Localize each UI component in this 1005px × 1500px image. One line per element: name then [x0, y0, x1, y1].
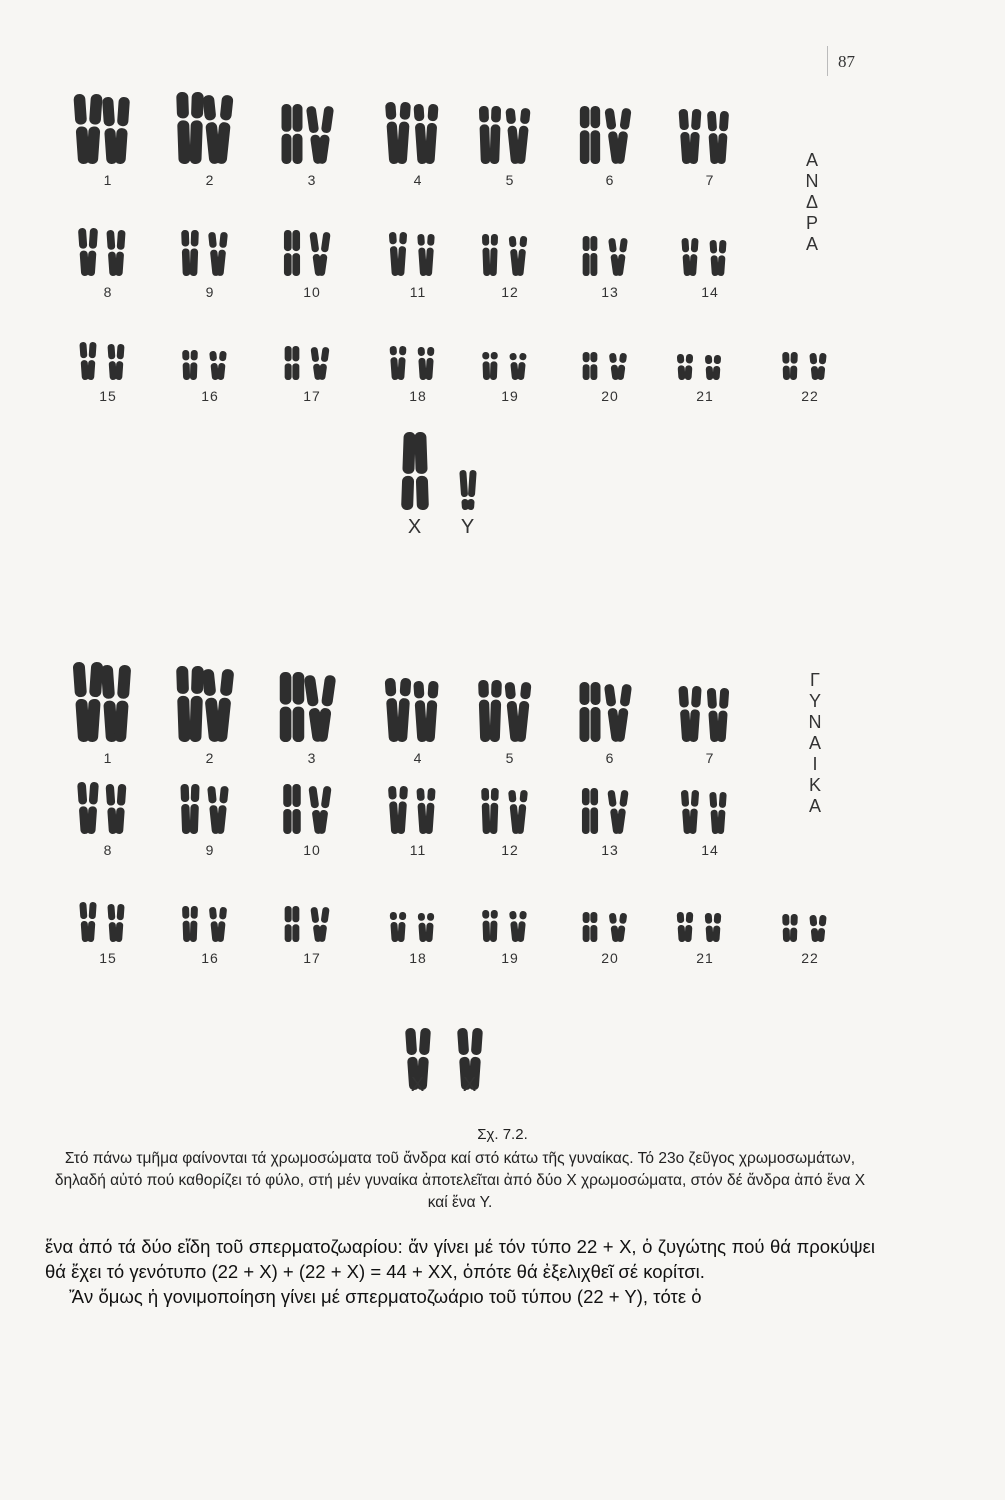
male-row-3 — [0, 340, 1005, 430]
chromosome-pair-drawing — [272, 900, 352, 946]
pair-number: 15 — [99, 388, 117, 404]
chromosome-pair-drawing — [770, 340, 850, 384]
chromosome-pair-drawing — [68, 900, 148, 946]
pair-number: 22 — [801, 388, 819, 404]
female-chromosome-pair — [68, 660, 148, 766]
chromosome-pair-drawing — [665, 900, 745, 946]
pair-number: 18 — [409, 388, 427, 404]
male-chromosome-pair — [68, 340, 148, 430]
vertical-label-letter: Υ — [808, 691, 821, 711]
male-chromosome-pair — [670, 226, 750, 316]
pair-number: 11 — [409, 842, 427, 858]
pair-number: 9 — [205, 284, 215, 300]
chromosome-pair-drawing — [170, 780, 250, 838]
pair-number: 17 — [303, 950, 321, 966]
male-chromosome-pair — [272, 226, 352, 316]
chromosome-pair-drawing — [665, 340, 745, 384]
male-vertical-label — [800, 150, 824, 255]
chromosome-pair-drawing — [570, 90, 650, 168]
female-chromosome-pair — [170, 780, 250, 870]
pair-number: 17 — [303, 388, 321, 404]
pair-number: 13 — [601, 842, 619, 858]
pair-number: 18 — [409, 950, 427, 966]
pair-number: 6 — [605, 750, 615, 766]
chromosome-pair-drawing — [570, 226, 650, 280]
chromosome-pair-drawing — [378, 900, 458, 946]
chromosome-pair-drawing — [570, 900, 650, 946]
chromosome-pair-drawing — [378, 660, 458, 746]
male-chromosome-pair — [68, 226, 148, 316]
chromosome-pair-drawing — [272, 340, 352, 384]
female-chromosome-pair — [470, 900, 550, 990]
male-chromosome-pair — [670, 90, 750, 188]
male-chromosome-pair — [378, 340, 458, 430]
vertical-label-letter: Γ — [810, 670, 820, 690]
body-paragraph-1: ἕνα ἀπό τά δύο εἴδη τοῦ σπερματοζωαρίου: ἄν γίνει μέ τόν τύπο 22 + Χ, ὁ ζυγώτης πού θά προκύψει θά ἔχει τό γενότυπο (22 + Χ) + (22 + Χ) = 44 + ΧΧ, ὁπότε θά ἐξελιχθεῖ σέ κορίτσι. — [45, 1236, 875, 1282]
male-sex-chromosomes — [0, 430, 1005, 538]
female-chromosome-pair — [378, 660, 458, 766]
pair-number: 6 — [605, 172, 615, 188]
pair-number: 2 — [205, 750, 215, 766]
chromosome-pair-drawing — [670, 90, 750, 168]
pair-number: 5 — [505, 172, 515, 188]
pair-number: 12 — [501, 842, 519, 858]
chromosome-pair-drawing — [470, 90, 550, 168]
male-chromosome-pair — [470, 226, 550, 316]
sex-chromosome — [450, 1010, 490, 1100]
sex-chromosome-label: X — [410, 1074, 426, 1096]
chromosome-pair-drawing — [378, 780, 458, 838]
chromosome-pair-drawing — [470, 660, 550, 746]
female-chromosome-pair — [68, 780, 148, 870]
pair-number: 2 — [205, 172, 215, 188]
male-chromosome-pair — [470, 90, 550, 188]
pair-number: 7 — [705, 750, 715, 766]
chromosome-pair-drawing — [378, 90, 458, 168]
pair-number: 16 — [201, 950, 219, 966]
male-chromosome-pair — [570, 90, 650, 188]
vertical-label-letter: Α — [805, 234, 818, 254]
male-chromosome-pair — [170, 340, 250, 430]
male-chromosome-pair — [378, 90, 458, 188]
body-text — [45, 1234, 875, 1309]
figure-caption-text: Στό πάνω τμῆμα φαίνονται τά χρωμοσώματα τοῦ ἄνδρα καί στό κάτω τῆς γυναίκας. Τό 23ο ζεῦγος χρωμοσωμάτων, δηλαδή αὐτό πού καθορίζει τό φύλο, στή μέν γυναίκα ἀποτελεῖται ἀπό δύο Χ χρωμοσώματα, στόν δέ ἄνδρα ἀπό ἕνα Χ καί ἕνα Υ. — [54, 1150, 866, 1211]
sex-chromosome — [448, 430, 488, 538]
pair-number: 13 — [601, 284, 619, 300]
pair-number: 19 — [501, 388, 519, 404]
vertical-label-letter: Δ — [805, 192, 819, 212]
body-paragraph-2: Ἄν ὅμως ἡ γονιμοποίηση γίνει μέ σπερματοζωάριο τοῦ τύπου (22 + Υ), τότε ὁ — [69, 1286, 702, 1307]
figure-caption-title: Σχ. 7.2. — [477, 1126, 528, 1143]
female-chromosome-pair — [470, 660, 550, 766]
male-chromosome-pair — [570, 340, 650, 430]
pair-number: 16 — [201, 388, 219, 404]
male-chromosome-pair — [68, 90, 148, 188]
pair-number: 20 — [601, 388, 619, 404]
male-chromosome-pair — [272, 340, 352, 430]
chromosome-pair-drawing — [470, 226, 550, 280]
chromosome-pair-drawing — [770, 900, 850, 946]
sex-chromosome-label: X — [462, 1074, 478, 1096]
pair-number: 1 — [103, 172, 113, 188]
chromosome-pair-drawing — [170, 340, 250, 384]
chromosome-pair-drawing — [272, 660, 352, 746]
pair-number: 10 — [303, 842, 321, 858]
pair-number: 4 — [413, 172, 423, 188]
sex-chromosome-label: X — [407, 516, 423, 538]
chromosome-pair-drawing — [170, 660, 250, 746]
female-chromosome-pair — [570, 660, 650, 766]
female-chromosome-pair — [665, 900, 745, 990]
pair-number: 3 — [307, 172, 317, 188]
pair-number: 10 — [303, 284, 321, 300]
male-chromosome-pair — [170, 226, 250, 316]
vertical-label-letter: Α — [805, 150, 818, 170]
chromosome-pair-drawing — [170, 226, 250, 280]
male-chromosome-pair — [665, 340, 745, 430]
chromosome-pair-drawing — [570, 660, 650, 746]
female-chromosome-pair — [670, 780, 750, 870]
chromosome-pair-drawing — [670, 226, 750, 280]
female-row-3 — [0, 900, 1005, 990]
female-chromosome-pair — [272, 660, 352, 766]
pair-number: 8 — [103, 842, 113, 858]
chromosome-pair-drawing — [272, 226, 352, 280]
male-chromosome-pair — [170, 90, 250, 188]
pair-number: 8 — [103, 284, 113, 300]
vertical-label-letter: Ι — [812, 754, 818, 774]
vertical-label-letter: Ν — [805, 171, 819, 191]
chromosome-pair-drawing — [378, 340, 458, 384]
chromosome-pair-drawing — [570, 340, 650, 384]
chromosome-pair-drawing — [570, 780, 650, 838]
vertical-label-letter: Α — [808, 733, 821, 753]
vertical-label-letter: Ρ — [805, 213, 818, 233]
female-row-1 — [0, 660, 1005, 766]
sex-chromosome — [395, 430, 435, 538]
female-chromosome-pair — [272, 780, 352, 870]
pair-number: 15 — [99, 950, 117, 966]
pair-number: 4 — [413, 750, 423, 766]
pair-number: 14 — [701, 284, 719, 300]
sex-chromosome — [398, 1010, 438, 1100]
pair-number: 21 — [696, 950, 714, 966]
female-chromosome-pair — [570, 780, 650, 870]
chromosome-pair-drawing — [670, 660, 750, 746]
male-chromosome-pair — [770, 340, 850, 430]
female-chromosome-pair — [378, 780, 458, 870]
chromosome-pair-drawing — [470, 900, 550, 946]
chromosome-pair-drawing — [470, 780, 550, 838]
female-chromosome-pair — [670, 660, 750, 766]
pair-number: 12 — [501, 284, 519, 300]
chromosome-pair-drawing — [170, 900, 250, 946]
female-chromosome-pair — [570, 900, 650, 990]
vertical-label-letter: Α — [808, 796, 821, 816]
pair-number: 19 — [501, 950, 519, 966]
chromosome-pair-drawing — [68, 226, 148, 280]
male-chromosome-pair — [272, 90, 352, 188]
chromosome-pair-drawing — [170, 90, 250, 168]
chromosome-pair-drawing — [272, 780, 352, 838]
female-chromosome-pair — [170, 660, 250, 766]
chromosome-pair-drawing — [68, 340, 148, 384]
female-chromosome-pair — [68, 900, 148, 990]
sex-chromosome-drawing — [448, 430, 488, 512]
pair-number: 5 — [505, 750, 515, 766]
vertical-label-letter: Κ — [808, 775, 821, 795]
pair-number: 20 — [601, 950, 619, 966]
chromosome-pair-drawing — [378, 226, 458, 280]
pair-number: 7 — [705, 172, 715, 188]
male-chromosome-pair — [570, 226, 650, 316]
pair-number: 9 — [205, 842, 215, 858]
male-chromosome-pair — [378, 226, 458, 316]
female-row-2 — [0, 780, 1005, 870]
sex-chromosome-drawing — [395, 430, 435, 512]
pair-number: 3 — [307, 750, 317, 766]
pair-number: 22 — [801, 950, 819, 966]
chromosome-pair-drawing — [68, 660, 148, 746]
chromosome-pair-drawing — [670, 780, 750, 838]
chromosome-pair-drawing — [470, 340, 550, 384]
female-sex-chromosomes — [0, 1010, 1005, 1100]
chromosome-pair-drawing — [68, 90, 148, 168]
female-vertical-label — [803, 670, 827, 817]
page-number: 87 — [838, 52, 855, 71]
male-row-2 — [0, 226, 1005, 316]
female-chromosome-pair — [470, 780, 550, 870]
chromosome-pair-drawing — [68, 780, 148, 838]
pair-number: 11 — [409, 284, 427, 300]
female-chromosome-pair — [378, 900, 458, 990]
vertical-label-letter: Ν — [808, 712, 822, 732]
pair-number: 1 — [103, 750, 113, 766]
male-chromosome-pair — [470, 340, 550, 430]
female-chromosome-pair — [770, 900, 850, 990]
female-chromosome-pair — [272, 900, 352, 990]
female-chromosome-pair — [170, 900, 250, 990]
pair-number: 21 — [696, 388, 714, 404]
chromosome-pair-drawing — [272, 90, 352, 168]
sex-chromosome-label: Y — [460, 516, 476, 538]
male-row-1 — [0, 90, 1005, 188]
pair-number: 14 — [701, 842, 719, 858]
